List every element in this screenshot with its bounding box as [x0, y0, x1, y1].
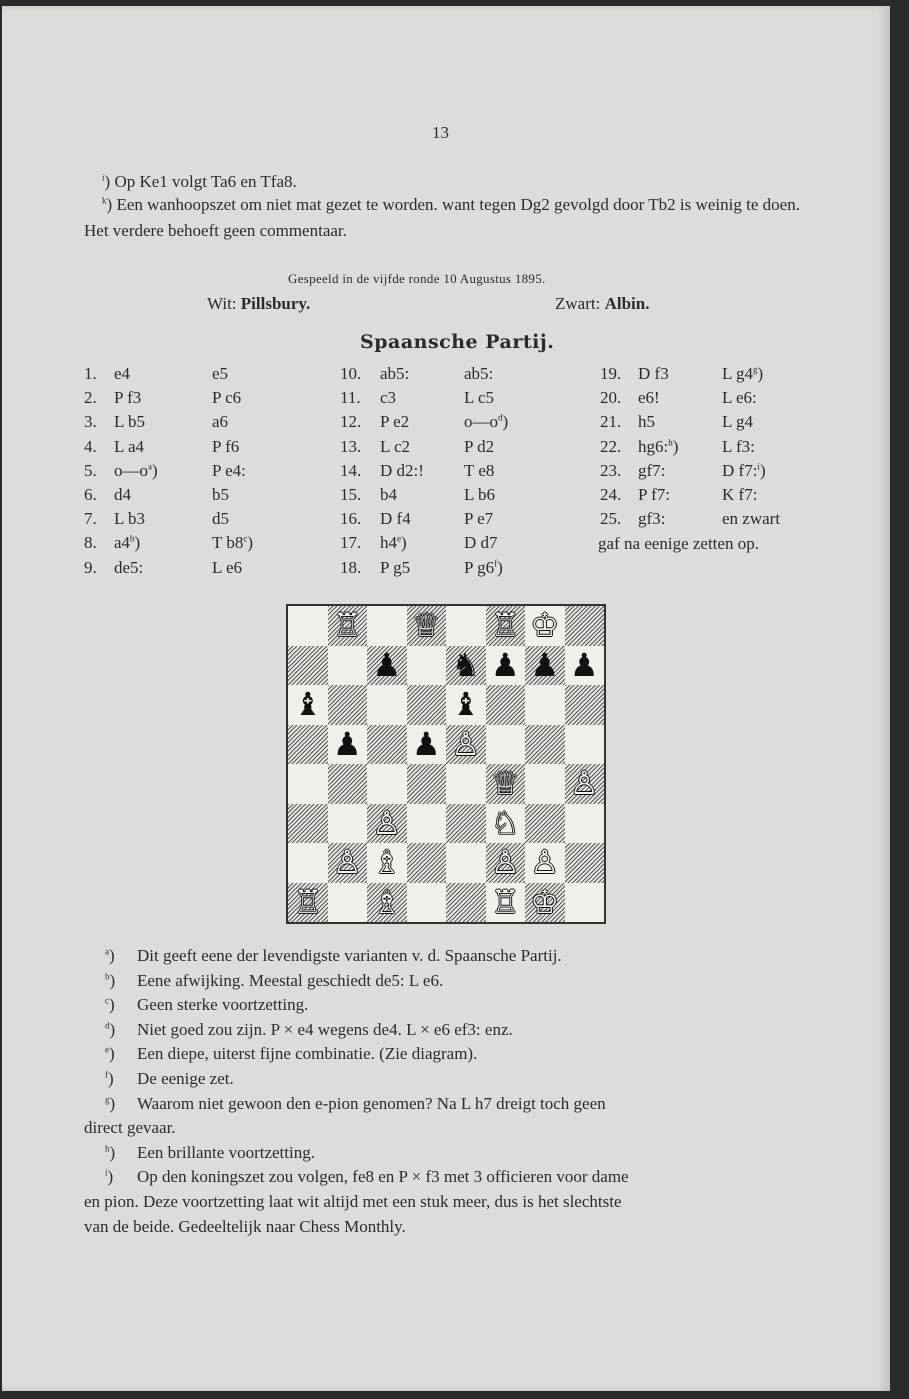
move-number: 5. [84, 460, 97, 480]
dark-square [407, 685, 447, 725]
move-list-continuation: gaf na eenige zetten op. [598, 534, 759, 553]
footnote-text: Een brillante voortzetting. [137, 1142, 315, 1162]
white-move: c3 [380, 388, 397, 408]
black-pawn-icon: ♟ [372, 645, 402, 684]
footnote-text: Eene afwijking. Meestal geschiedt de5: L e6. [137, 970, 444, 990]
white-move: e6! [638, 388, 660, 408]
move-number: 3. [84, 412, 97, 432]
light-square [446, 764, 486, 804]
dark-square [446, 804, 486, 844]
white-bishop-icon: ♗ [372, 882, 402, 921]
light-square [525, 685, 565, 725]
page-number: 13 [432, 123, 449, 142]
dark-square [288, 725, 328, 765]
black-pawn-icon: ♟ [530, 645, 560, 684]
white-move: D d2:! [380, 460, 424, 480]
move-note-marker: e [397, 533, 401, 544]
black-move: P c6 [212, 388, 242, 408]
footnote [105, 1094, 606, 1114]
move-note-marker: a [148, 461, 152, 472]
dark-square [565, 606, 605, 646]
move-number: 20. [600, 388, 622, 408]
white-move: $o—o^a$) [114, 460, 158, 480]
footnote-continuation: en pion. Deze voortzetting laat wit altijd met een stuk meer, dus is het slechtste [84, 1192, 622, 1211]
black-move: L f3: [722, 436, 755, 456]
footnote [105, 1069, 234, 1089]
move-number: 12. [340, 412, 362, 432]
black-move: e5 [212, 364, 229, 383]
note-marker: i [102, 172, 105, 183]
white-knight-icon: ♘ [490, 803, 520, 842]
dark-square [407, 843, 447, 883]
white-move: hg6:$^h$) [638, 436, 679, 456]
white-move: D f4 [380, 509, 411, 529]
dark-square [328, 764, 368, 804]
footnote-marker: $^h$) [105, 1142, 116, 1162]
move-note-marker: b [130, 533, 135, 544]
dark-square [565, 685, 605, 725]
footnote-marker: $^c$) [105, 995, 115, 1015]
light-square [367, 606, 407, 646]
white-move: a4$^b$) [114, 533, 141, 553]
black-knight-icon: ♞ [451, 645, 481, 684]
white-move: b4 [380, 485, 397, 504]
footnote [105, 1020, 513, 1040]
footnote-marker: $^e$) [105, 1044, 115, 1064]
black-move: P e7 [464, 509, 494, 529]
move-note-marker: g [753, 364, 758, 375]
black-move: K f7: [722, 485, 758, 504]
light-square [525, 764, 565, 804]
white-move: P f7: [638, 485, 670, 504]
light-square [288, 764, 328, 804]
footnote [105, 1143, 315, 1163]
move-number: 19. [600, 364, 622, 383]
black-move: D d7 [464, 533, 498, 553]
black-move: L e6: [722, 388, 757, 408]
footnote-marker: $^b$) [105, 970, 116, 990]
black-move: P e4: [212, 460, 246, 480]
move-number: 13. [340, 436, 362, 456]
move-number: 10. [340, 364, 362, 383]
white-move: L b3 [114, 509, 146, 529]
white-move: P g5 [380, 557, 411, 577]
note-k: $^k$) Een wanhoopszet om niet mat gezet te worden. want tegen Dg2 gevolgd door Tb2 is weinig te doen. Het verdere behoeft geen commentaar. [84, 195, 800, 240]
white-move: D f3 [638, 364, 669, 383]
dark-square [288, 804, 328, 844]
black-move: T b8$^c$) [212, 533, 253, 553]
footnote-text: Een diepe, uiterst fijne combinatie. (Zie diagram). [137, 1044, 478, 1064]
dark-square [288, 646, 328, 686]
footnote-marker: $^i$) [105, 1167, 114, 1187]
move-number: 16. [340, 509, 362, 529]
white-pawn-icon: ♙ [451, 724, 481, 763]
light-square [288, 606, 328, 646]
black-move: b5 [212, 485, 229, 504]
footnote-marker: $^f$) [105, 1069, 114, 1088]
black-pawn-icon: ♟ [332, 724, 362, 763]
white-move: P e2 [380, 412, 410, 432]
move-number: 9. [84, 557, 97, 577]
move-number: 7. [84, 509, 97, 529]
light-square [486, 725, 526, 765]
black-move: a6 [212, 412, 229, 432]
move-number: 6. [84, 485, 97, 504]
move-number: 1. [84, 364, 97, 383]
note-text: Op Ke1 volgt Ta6 en Tfa8. [114, 172, 297, 191]
light-square [407, 883, 447, 923]
black-move: L c5 [464, 388, 495, 408]
black-name: Albin. [604, 294, 650, 313]
white-king-icon: ♔ [530, 606, 560, 644]
light-square [446, 843, 486, 883]
move-note-marker: c [243, 533, 248, 544]
dark-square [486, 685, 526, 725]
black-bishop-icon: ♝ [451, 685, 481, 723]
white-rook-icon: ♖ [490, 882, 520, 921]
move-number: 8. [84, 533, 97, 553]
footnote-text: Waarom niet gewoon den e-pion genomen? Na L h7 dreigt toch geen [137, 1093, 606, 1113]
footnote [105, 971, 443, 991]
black-label: Zwart: [555, 294, 601, 313]
move-number: 21. [600, 412, 622, 432]
white-bishop-icon: ♗ [372, 843, 402, 881]
white-king-icon: ♔ [530, 882, 560, 921]
white-move: ab5: [380, 364, 410, 383]
light-square [288, 843, 328, 883]
light-square [367, 685, 407, 725]
black-move: L b6 [464, 485, 496, 504]
black-move: L g4 [722, 412, 754, 432]
light-square [328, 646, 368, 686]
footnote-marker: $^a$) [105, 946, 115, 965]
white-move: L c2 [380, 436, 411, 456]
black-move: P g6$^f$) [464, 557, 503, 577]
footnote [105, 995, 308, 1015]
move-number: 24. [600, 485, 622, 504]
move-note-marker: i [757, 461, 760, 472]
light-square [446, 606, 486, 646]
black-pawn-icon: ♟ [490, 645, 520, 684]
move-note-marker: h [668, 436, 673, 447]
black-move: L g4$^g$) [722, 364, 764, 383]
white-move: e4 [114, 364, 131, 383]
move-number: 18. [340, 557, 362, 577]
footnote-continuation: direct gevaar. [84, 1118, 176, 1138]
light-square [407, 804, 447, 844]
footnote-text: De eenige zet. [137, 1069, 234, 1088]
move-number: 2. [84, 388, 97, 408]
white-move: P f3 [114, 388, 142, 408]
light-square [407, 646, 447, 686]
black-player [555, 291, 649, 317]
dark-square [446, 883, 486, 923]
move-number: 14. [340, 460, 362, 480]
dark-square [407, 764, 447, 804]
white-move: gf7: [638, 460, 666, 480]
move-number: 22. [600, 436, 622, 456]
footnote-marker: $^d$) [105, 1019, 116, 1039]
footnote-text: Op den koningszet zou volgen, fe8 en P × f3 met 3 officieren voor dame [137, 1167, 629, 1187]
white-pawn-icon: ♙ [372, 803, 402, 842]
dark-square [525, 804, 565, 844]
chess-diagram [286, 604, 606, 924]
white-queen-icon: ♕ [411, 606, 441, 644]
dark-square [565, 843, 605, 883]
light-square [565, 883, 605, 923]
game-title: Spaansche Partij. [360, 331, 555, 353]
black-move: en zwart [722, 509, 781, 529]
move-note-marker: d [498, 412, 503, 423]
white-move: de5: [114, 557, 144, 577]
white-rook-icon: ♖ [293, 882, 323, 921]
move-number: 23. [600, 460, 622, 480]
note-marker: k [102, 195, 107, 206]
book-page [2, 6, 890, 1391]
move-number: 25. [600, 509, 622, 529]
black-move: P f6 [212, 436, 240, 456]
move-number: 11. [340, 388, 361, 408]
light-square [565, 804, 605, 844]
light-square [328, 804, 368, 844]
black-move: D f7:$^i$) [722, 460, 766, 480]
game-played-line: Gespeeld in de vijfde ronde 10 Augustus 1895. [288, 271, 546, 286]
white-rook-icon: ♖ [490, 606, 520, 644]
black-move: $o—o^d$) [464, 412, 509, 432]
black-bishop-icon: ♝ [293, 685, 323, 723]
white-move: d4 [114, 485, 131, 504]
footnote-marker: $^g$) [105, 1093, 116, 1113]
footnote [105, 946, 562, 966]
footnote-text: Dit geeft eene der levendigste varianten v. d. Spaansche Partij. [137, 946, 562, 965]
light-square [367, 764, 407, 804]
move-note-marker: f [494, 557, 498, 568]
move-number: 4. [84, 436, 97, 456]
footnote-text: Niet goed zou zijn. P × e4 wegens de4. L × e6 ef3: enz. [137, 1019, 513, 1039]
white-label: Wit: [207, 294, 237, 313]
dark-square [328, 685, 368, 725]
move-number: 17. [340, 533, 362, 553]
white-pawn-icon: ♙ [569, 764, 599, 802]
white-pawn-icon: ♙ [530, 843, 560, 881]
white-name: Pillsbury. [240, 294, 311, 313]
black-move: P d2 [464, 436, 495, 456]
white-player [207, 291, 310, 317]
white-pawn-icon: ♙ [490, 843, 520, 881]
footnote [105, 1167, 629, 1187]
white-move: h4e) [380, 533, 407, 553]
white-move: L b5 [114, 412, 146, 432]
black-move: L e6 [212, 557, 243, 577]
footnote [105, 1044, 477, 1064]
white-move: L a4 [114, 436, 145, 456]
black-pawn-icon: ♟ [411, 724, 441, 763]
black-pawn-icon: ♟ [569, 645, 599, 684]
footnote-continuation: van de beide. Gedeeltelijk naar Chess Monthly. [84, 1216, 406, 1236]
black-move: d5 [212, 509, 229, 529]
note-text: Een wanhoopszet om niet mat gezet te worden. want tegen Dg2 gevolgd door Tb2 is weinig te doen. Het verdere behoeft geen commentaar. [84, 195, 800, 240]
white-move: gf3: [638, 509, 666, 529]
white-pawn-icon: ♙ [332, 843, 362, 881]
dark-square [525, 725, 565, 765]
note-i: $^i$) Op Ke1 volgt Ta6 en Tfa8. [102, 172, 297, 191]
light-square [565, 725, 605, 765]
footnote-text: Geen sterke voortzetting. [137, 995, 309, 1015]
black-move: ab5: [464, 364, 494, 383]
black-move: T e8 [464, 460, 495, 480]
white-rook-icon: ♖ [332, 606, 362, 644]
move-number: 15. [340, 485, 362, 504]
white-move: h5 [638, 412, 655, 432]
light-square [328, 883, 368, 923]
white-queen-icon: ♕ [490, 764, 520, 802]
dark-square [367, 725, 407, 765]
